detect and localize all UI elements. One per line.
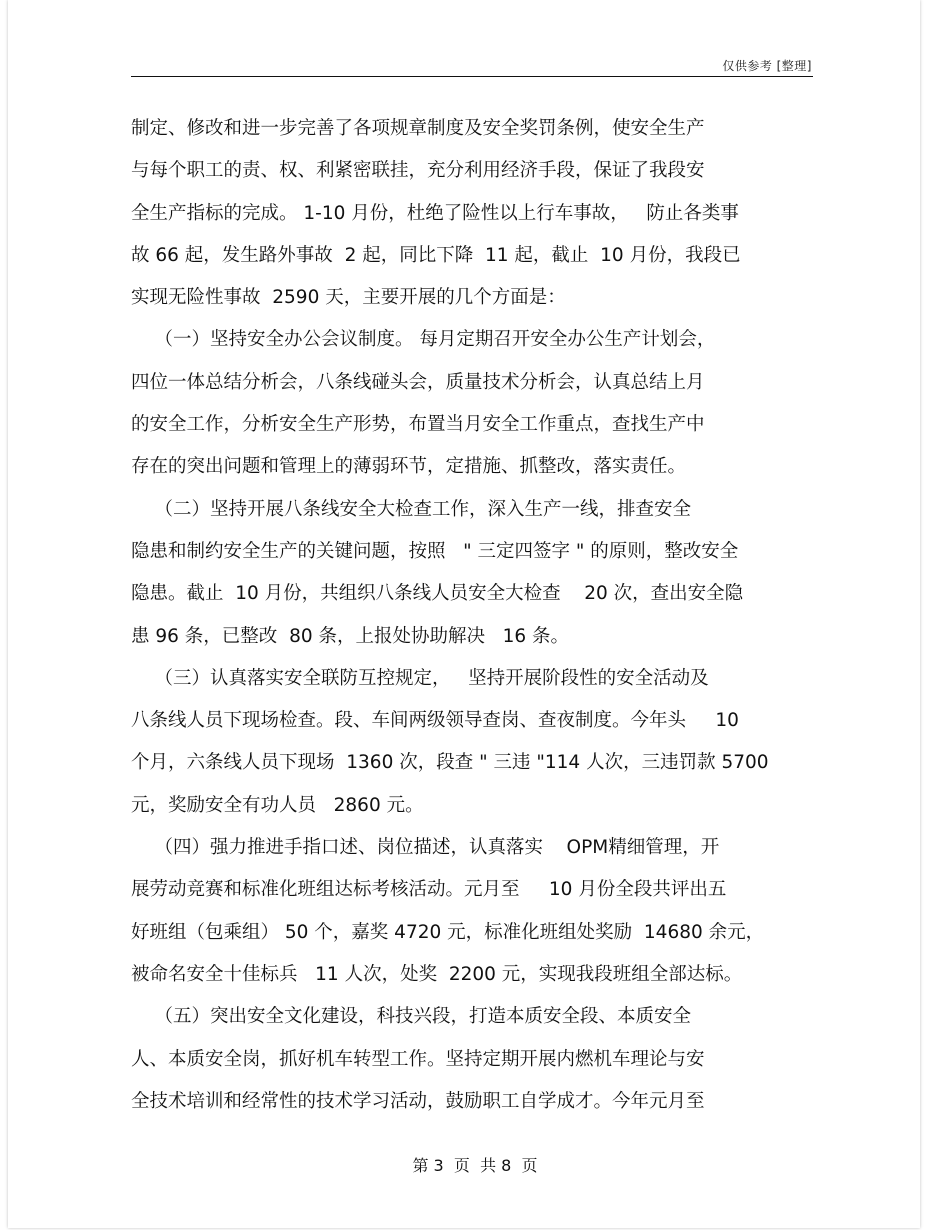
page-number <box>0 1153 950 1176</box>
text-line: 展劳动竞赛和标准化班组达标考核活动。元月至 10 月份全段共评出五 <box>131 879 727 901</box>
text-line: 全生产指标的完成。 1-10 月份，杜绝了险性以上行车事故， 防止各类事 <box>131 202 739 224</box>
text-line: 的安全工作，分析安全生产形势，布置当月安全工作重点，查找生产中 <box>131 414 705 436</box>
text-line: 隐患。截止 10 月份，共组织八条线人员安全大检查 20 次，查出安全隐 <box>131 583 744 605</box>
text-line: （五）突出安全文化建设，科技兴段，打造本质安全段、本质安全 <box>131 1006 692 1028</box>
text-line: 元，奖励安全有功人员 2860 元。 <box>131 794 424 816</box>
text-line: 好班组（包乘组） 50 个，嘉奖 4720 元，标准化班组处奖励 14680 余元， <box>131 921 765 943</box>
text-line: 全技术培训和经常性的技术学习活动，鼓励职工自学成才。今年元月至 <box>131 1090 705 1112</box>
text-line: （二）坚持开展八条线安全大检查工作，深入生产一线，排查安全 <box>131 498 692 520</box>
text-line: 患 96 条，已整改 80 条，上报处协助解决 16 条。 <box>131 625 570 647</box>
text-line: 八条线人员下现场检查。段、车间两级领导查岗、查夜制度。今年头 10 <box>131 710 739 732</box>
page-number-label: 第 3 页 共 8 页 <box>412 1156 538 1175</box>
text-line: 与每个职工的责、权、利紧密联挂，充分利用经济手段，保证了我段安 <box>131 160 705 182</box>
header-divider <box>131 76 813 77</box>
header-note: 仅供参考 [整理] <box>722 59 812 73</box>
text-line: 个月，六条线人员下现场 1360 次，段查 " 三违 "114 人次，三违罚款 5700 <box>131 752 769 774</box>
text-line: 存在的突出问题和管理上的薄弱环节，定措施、抓整改，落实责任。 <box>131 456 687 478</box>
text-line: 四位一体总结分析会，八条线碰头会，质量技术分析会，认真总结上月 <box>131 371 705 393</box>
text-line: 实现无险性事故 2590 天，主要开展的几个方面是： <box>131 287 566 309</box>
text-line: 人、本质安全岗，抓好机车转型工作。坚持定期开展内燃机车理论与安 <box>131 1048 705 1070</box>
text-line: 制定、修改和进一步完善了各项规章制度及安全奖罚条例，使安全生产 <box>131 118 705 139</box>
text-line: （四）强力推进手指口述、岗位描述，认真落实 OPM精细管理，开 <box>131 837 720 859</box>
text-line: 故 66 起，发生路外事故 2 起，同比下降 11 起，截止 10 月份，我段已 <box>131 244 741 266</box>
body-text <box>131 108 821 1123</box>
text-line: （三）认真落实安全联防互控规定， 坚持开展阶段性的安全活动及 <box>131 667 709 689</box>
text-line: 隐患和制约安全生产的关键问题，按照 " 三定四签字 " 的原则，整改安全 <box>131 540 739 562</box>
text-line: （一）坚持安全办公会议制度。 每月定期召开安全办公生产计划会， <box>131 329 716 351</box>
text-line: 被命名安全十佳标兵 11 人次，处奖 2200 元，实现我段班组全部达标。 <box>131 963 743 985</box>
